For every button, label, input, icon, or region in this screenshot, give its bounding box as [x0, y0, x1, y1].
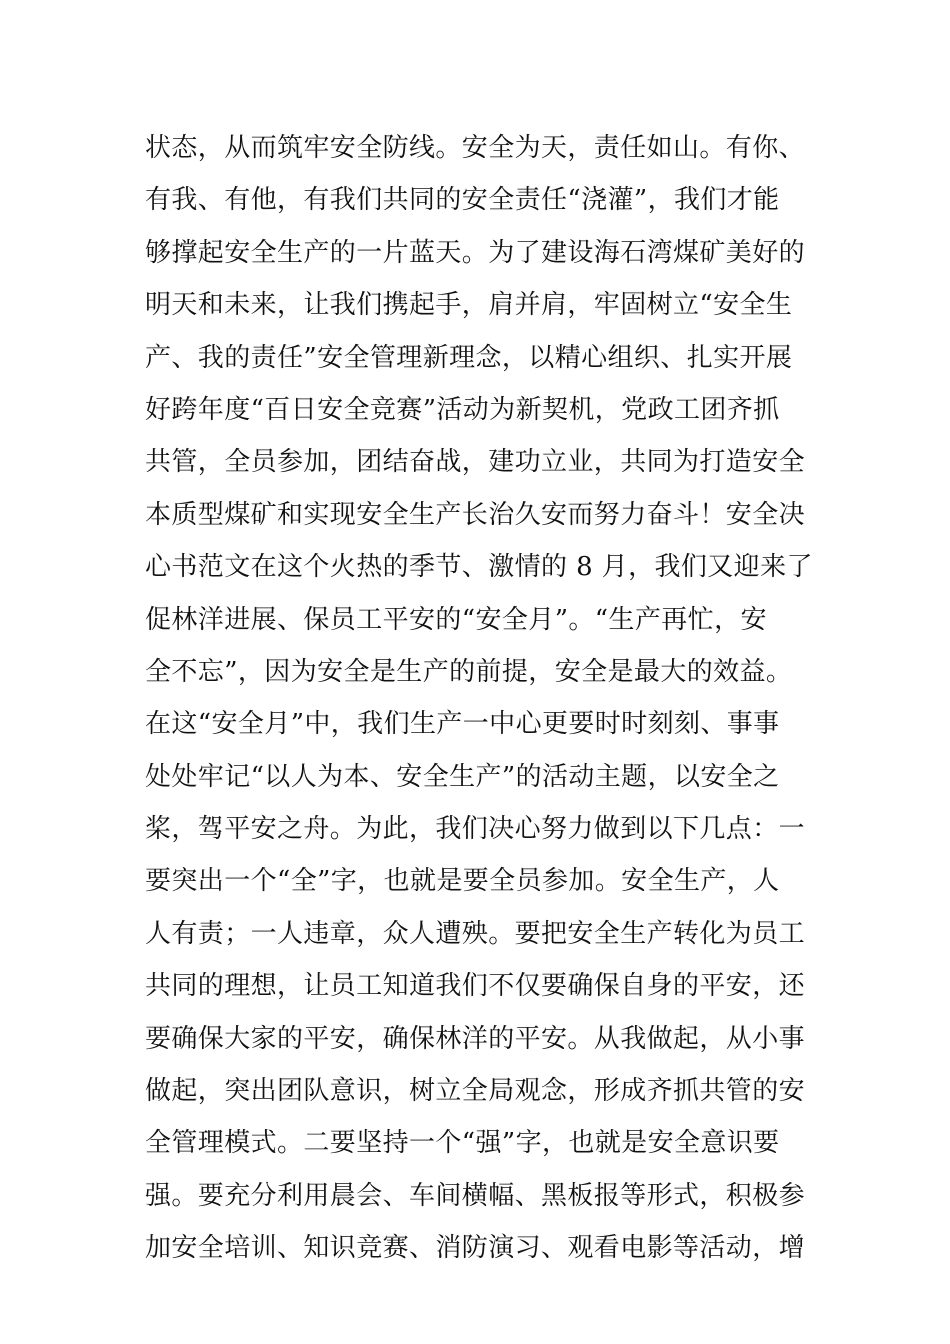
text-line: 好跨年度“百日安全竞赛”活动为新契机，党政工团齐抓 [145, 394, 780, 425]
text-line: 明天和未来，让我们携起手，肩并肩，牢固树立“安全生 [145, 290, 793, 321]
text-line: 全不忘”，因为安全是生产的前提，安全是最大的效益。 [145, 656, 793, 687]
text-line: 心书范文在这个火热的季节、激情的 8 月，我们又迎来了 [145, 552, 813, 583]
text-line: 处处牢记“以人为本、安全生产”的活动主题，以安全之 [145, 761, 780, 792]
text-line: 本质型煤矿和实现安全生产长治久安而努力奋斗！安全决 [145, 499, 806, 530]
text-line: 产、我的责任”安全管理新理念，以精心组织、扎实开展 [145, 342, 793, 373]
text-line: 在这“安全月”中，我们生产一中心更要时时刻刻、事事 [145, 709, 780, 740]
text-line: 全管理模式。二要坚持一个“强”字，也就是安全意识要 [145, 1128, 780, 1159]
text-line: 够撑起安全生产的一片蓝天。为了建设海石湾煤矿美好的 [145, 237, 806, 268]
text-line: 做起，突出团队意识，树立全局观念，形成齐抓共管的安 [145, 1076, 806, 1107]
text-line: 人有责；一人违章，众人遭殃。要把安全生产转化为员工 [145, 918, 806, 949]
text-line: 共管，全员参加，团结奋战，建功立业，共同为打造安全 [145, 447, 806, 478]
text-line: 有我、有他，有我们共同的安全责任“浇灌”，我们才能 [145, 185, 780, 216]
text-line: 要确保大家的平安，确保林洋的平安。从我做起，从小事 [145, 1023, 806, 1054]
text-line: 共同的理想，让员工知道我们不仅要确保自身的平安，还 [145, 971, 806, 1002]
body-text [145, 122, 813, 1275]
text-line: 状态，从而筑牢安全防线。安全为天，责任如山。有你、 [145, 133, 806, 163]
text-line: 强。要充分利用晨会、车间横幅、黑板报等形式，积极参 [145, 1180, 806, 1211]
text-line: 促林洋进展、保员工平安的“安全月”。“生产再忙，安 [145, 604, 767, 635]
text-line: 桨，驾平安之舟。为此，我们决心努力做到以下几点：一 [145, 814, 806, 845]
text-line: 加安全培训、知识竞赛、消防演习、观看电影等活动，增 [145, 1233, 806, 1264]
text-line: 要突出一个“全”字，也就是要全员参加。安全生产，人 [145, 866, 780, 897]
